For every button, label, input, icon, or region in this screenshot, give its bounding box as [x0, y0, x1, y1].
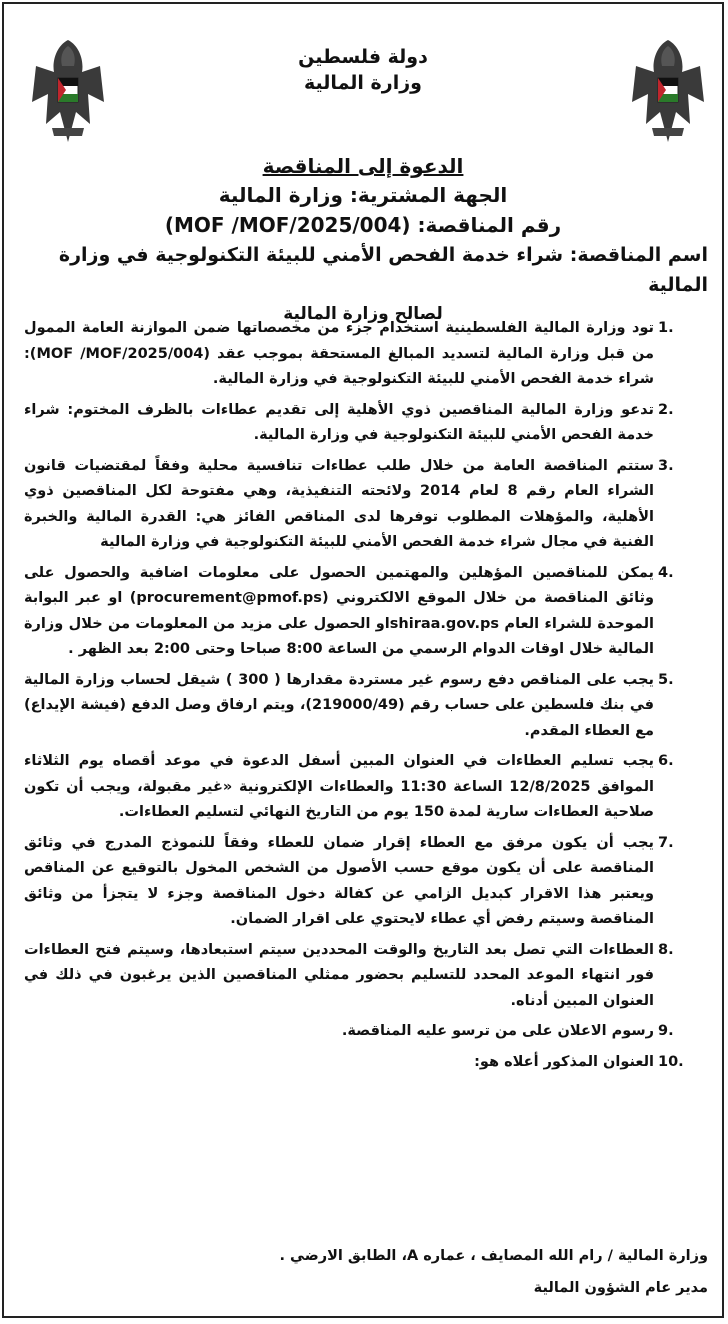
call-title: الدعوة إلى المناقصة [262, 154, 464, 178]
item-text: يجب تسليم العطاءات في العنوان المبين أسفل الدعوة في موعد أقصاه يوم الثلاثاء الموافق 12/8/2025 الساعة 11:30 والعطاءات الإلكترونية «غير مقبولة، ويجب أن تكون صلاحية العطاءات سارية لمدة 150 يوم من التاريخ النهائي لتسليم العطاءات. [24, 753, 654, 820]
state-name: دولة فلسطين [298, 46, 428, 68]
list-item [18, 561, 708, 663]
terms-list [18, 316, 708, 1080]
list-item [18, 454, 708, 556]
tender-notice [2, 2, 724, 1318]
item-text: العطاءات التي تصل بعد التاريخ والوقت المحددين سيتم استبعادها، وسيتم فتح العطاءات فور انتهاء الموعد المحدد للتسليم بحضور ممثلي المناقصين الذين يرغبون في ذلك في العنوان المبين أدناه. [24, 941, 654, 1009]
item-number: 8. [658, 941, 674, 958]
item-text: يجب على المناقص دفع رسوم غير مستردة مقدارها ( 300 ) شيقل لحساب وزارة المالية في بنك فلسطين على حساب رقم (219000/49)، ويتم ارفاق وصل الدفع (فيشة الإيداع) مع العطاء المقدم. [24, 671, 654, 739]
list-item [18, 1050, 708, 1076]
item-text: تدعو وزارة المالية المناقصين ذوي الأهلية إلى تقديم عطاءات بالظرف المختوم: شراء خدمة الفحص الأمني للبيئة التكنولوجية في وزارة المالية. [24, 401, 654, 443]
item-number: 5. [658, 671, 674, 688]
item-text: العنوان المذكور أعلاه هو: [474, 1053, 654, 1070]
item-number: 10. [658, 1053, 684, 1070]
list-item [18, 831, 708, 933]
address-line: وزارة المالية / رام الله المصايف ، عماره A، الطابق الارضي . [279, 1248, 708, 1264]
header [4, 44, 722, 96]
item-text: رسوم الاعلان على من ترسو عليه المناقصة. [341, 1023, 654, 1039]
purchasing-entity: الجهة المشترية: وزارة المالية [218, 183, 508, 207]
list-item [18, 316, 708, 393]
item-text: يمكن للمناقصين المؤهلين والمهتمين الحصول على معلومات اضافية والحصول على وثائق المناقصة من خلال الموقع الالكتروني (procurement@pmof.ps) او عبر البوابة الموحدة للشراء العام shiraa.gov.psاو الحصول على مزيد من المعلومات من خلال وزارة المالية خلال اوقات الدوام الرسمي من الساعة 8:00 صباحا وحتى 2:00 بعد الظهر . [24, 564, 654, 657]
titles [4, 152, 722, 328]
list-item [18, 668, 708, 745]
list-item [18, 749, 708, 826]
item-number: 2. [658, 401, 674, 418]
item-number: 7. [658, 834, 674, 851]
tender-name: اسم المناقصة: شراء خدمة الفحص الأمني للبيئة التكنولوجية في وزارة المالية [58, 244, 708, 296]
item-number: 3. [658, 457, 674, 474]
item-number: 9. [658, 1023, 674, 1039]
ministry-name: وزارة المالية [304, 72, 422, 94]
list-item [18, 1019, 708, 1045]
item-number: 4. [658, 564, 674, 581]
signature-title: مدير عام الشؤون المالية [533, 1280, 708, 1296]
item-text: ستتم المناقصة العامة من خلال طلب عطاءات تنافسية محلية وفقاً لمقتضيات قانون الشراء العام رقم 8 لعام 2014 ولائحته التنفيذية، وهي مفتوحة لكل المناقصين ذوي الأهلية، والمؤهلات المطلوب توفرها لدى المناقص الفائز هي: القدرة المالية والخبرة الفنية في مجال شراء خدمة الفحص الأمني للبيئة التكنولوجية في وزارة المالية [24, 457, 654, 550]
beneficiary: لصالح وزارة المالية [283, 304, 443, 324]
item-text: يجب أن يكون مرفق مع العطاء إقرار ضمان للعطاء وفقاً للنموذج المدرج في وثائق المناقصة على أن يكون موقع حسب الأصول من الشخص المخول بالتوقيع عن المناقص ويعتبر هذا الاقرار كبديل الزامي عن كفالة دخول المناقصة وجزء لا يتجزأ من وثائق المناقصة وسيتم رفض أي عطاء لايحتوي على اقرار الضمان. [24, 834, 654, 927]
list-item [18, 938, 708, 1015]
item-number: 6. [658, 753, 674, 769]
tender-number: رقم المناقصة: (MOF /MOF/2025/004) [164, 213, 562, 237]
item-number: 1. [658, 320, 674, 336]
list-item [18, 398, 708, 449]
item-text: تود وزارة المالية الفلسطينية استخدام جزء من مخصصاتها ضمن الموازنة العامة الممول من قبل وزارة المالية لتسديد المبالغ المستحقة بموجب عقد (MOF /MOF/2025/004): شراء خدمة الفحص الأمني للبيئة التكنولوجية في وزارة المالية. [24, 320, 654, 387]
